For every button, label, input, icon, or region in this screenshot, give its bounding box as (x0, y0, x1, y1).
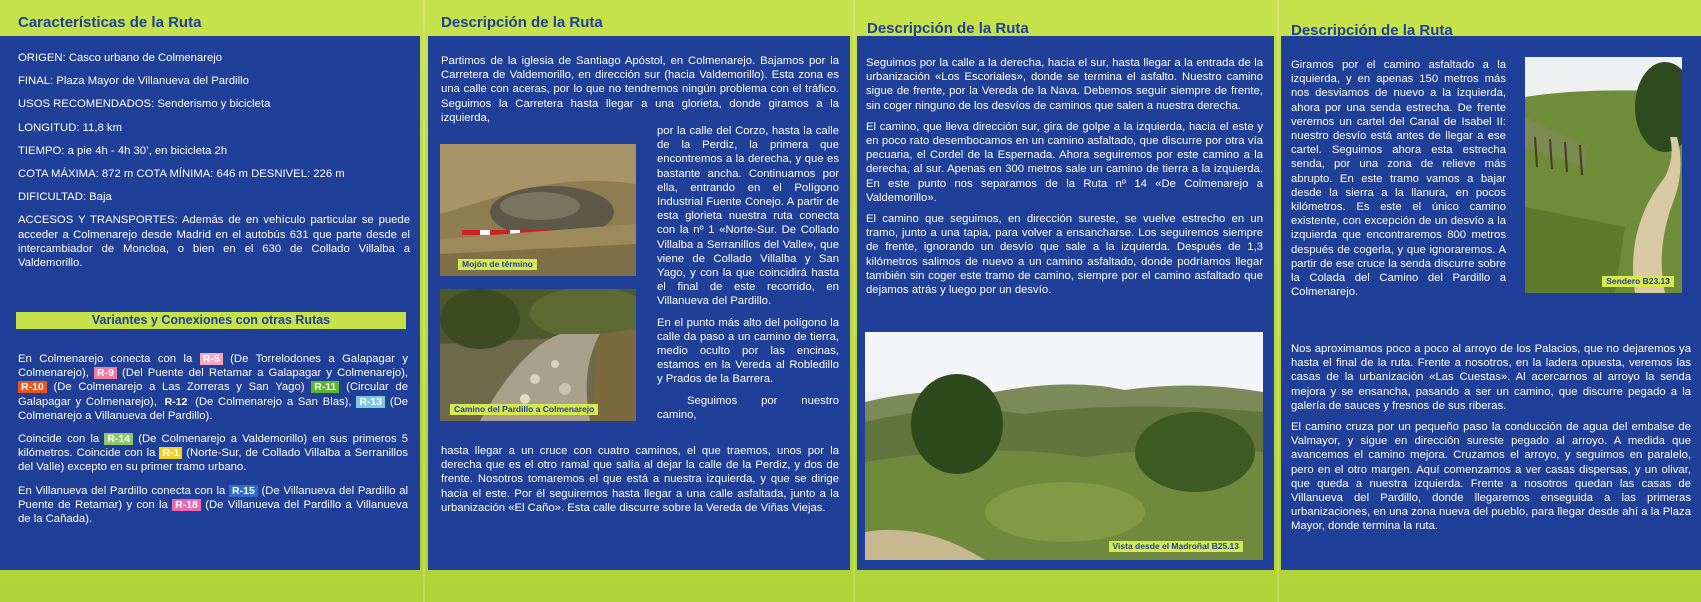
route-tag-r14: R-14 (104, 433, 133, 445)
photo-caption: Sendero B23.13 (1602, 276, 1674, 287)
panel-descripcion-3 (1281, 0, 1701, 570)
route-tag-r10: R-10 (18, 381, 47, 393)
description-intro: Partimos de la iglesia de Santiago Apóstol, en Colmenarejo. Bajamos por la Carretera de Valdemorillo, en dirección sur (hacia Valdemorillo). Esta zona es una calle con aceras, por lo que no tendremos ningún problema con el tráfico. Seguimos la Carretera hasta llegar a una glorieta, donde giramos a la izquierda, (441, 55, 839, 124)
photo-caption: Vista desde el Madroñal B25.13 (1109, 541, 1243, 552)
description-column (657, 124, 839, 422)
description-text (866, 56, 1263, 304)
description-text (1291, 342, 1691, 541)
final-text: FINAL: Plaza Mayor de Villanueva del Pardillo (18, 75, 249, 88)
route-tag-r1: R-1 (159, 447, 182, 459)
panel-descripcion-2 (857, 0, 1274, 570)
description-paragraph: Seguimos por nuestro camino, (657, 394, 839, 421)
panel-title: Descripción de la Ruta (1291, 22, 1453, 39)
description-paragraph: En el punto más alto del polígono la calle da paso a un camino de tierra, medio oculto por las encinas, estamos en la Vereda al Robledillo y Prados de la Barrera. (657, 316, 839, 386)
connections-paragraph-1: En Colmenarejo conecta con la R-5 (De Torrelodones a Galapagar y Colmenarejo), R-9 (Del Puente del Retamar a Galapagar y Colmenarejo), R-10 (De Colmenarejo a Las Zorreras y San Yago) R-11 (Circular de Galapagar y Colmenarejo), R-12 (De Colmenarejo a San Blas), R-13 (De Colmenarejo a Villanueva del Pardillo). (18, 353, 409, 422)
description-paragraph: El camino cruza por un pequeño paso la conducción de agua del embalse de Valmayor, y sigue en dirección sureste pegado al arroyo. A medida que avancemos el camino mejora. Cruzamos el arroyo, y seguimos en paralelo, pero en el otro margen. Aquí comenzamos a ver casas dispersas, y un olivar, que queda a nuestra izquierda. Frente a nosotros quedan las casas de Villanueva del Pardillo, donde llegaremos enseguida a las primeras urbanizaciones, en una zona nueva del pueblo, para llegar desde ahí a la Plaza Mayor, donde termina la ruta. (1291, 421, 1691, 533)
connections-text (18, 352, 408, 533)
description-paragraph: El camino, que lleva dirección sur, gira de golpe a la izquierda, hacia el este y en poco rato desembocamos en un camino asfaltado, que discurre por otra vía pecuaria, el Cordel de la Espernada. Ahora seguiremos por este camino a la derecha, al sur. Apenas en 300 metros sale un camino de tierra a la izquierda. En este punto nos separamos de la Ruta nº 14 «De Colmenarejo a Valdemorillo». (866, 120, 1263, 204)
origin-text: ORIGEN: Casco urbano de Colmenarejo (18, 52, 223, 64)
fold-line (853, 0, 855, 602)
photo-mojon (440, 144, 636, 276)
photo-vista-madronal (865, 332, 1263, 560)
connections-paragraph-3: En Villanueva del Pardillo conecta con la R-15 (De Villanueva del Pardillo al Puente de Retamar) y con la R-18 (De Villanueva del Pardillo a Villanueva de la Cañada). (18, 484, 409, 526)
panel-title: Características de la Ruta (18, 14, 202, 31)
panel-title: Descripción de la Ruta (867, 20, 1029, 37)
panel-title: Descripción de la Ruta (441, 14, 603, 31)
photo-sendero (1525, 57, 1682, 293)
route-tag-r5: R-5 (200, 353, 223, 365)
description-paragraph: Seguimos por la calle a la derecha, hacia el sur, hasta llegar a la entrada de la urbanización «Los Escoriales», donde se termina el asfalto. Nuestro camino sigue de frente, por la Vereda de la Nava. Debemos seguir siempre de frente, sin coger ninguno de los desvíos de caminos que salen a nuestra derecha. (866, 57, 1263, 112)
difficulty-text: DIFICULTAD: Baja (18, 191, 112, 204)
access-text: ACCESOS Y TRANSPORTES: Además de en vehículo particular se puede acceder a Colmenarejo desde Madrid en el autobús 631 que parte desde el intercambiador de Moncloa, o bien en el 630 de Collado Villalba a Valdemorillo. (18, 214, 410, 270)
description-column: Giramos por el camino asfaltado a la izquierda, y en apenas 150 metros más nos desviamos de nuevo a la izquierda, ahora por una senda estrecha. De frente veremos un cartel del Canal de Isabel II: nuestro desvío está antes de llegar a ese cartel. Seguimos ahora esta estrecha senda, por una zona de relieve más abrupto. En este tramo vamos a bajar desde la sierra a la llanura, en pocos kilómetros. Es este el único camino existente, con excepción de un desvío a la izquierda que encontraremos 800 metros después de cogerla, y que ignoraremos. A partir de ese cruce la senda discurre sobre la Colada del Camino del Pardillo a Colmenarejo. (1291, 59, 1506, 299)
route-characteristics (18, 51, 410, 277)
length-text: LONGITUD: 11,8 km (18, 121, 122, 134)
description-paragraph: El camino que seguimos, en dirección sureste, se vuelve estrecho en un tramo, junto a una tapia, para volver a ensancharse. Los seguiremos siempre de frente, ignorando un desvío que sale a la izquierda. Después de 1,3 kilómetros salimos de nuevo a un camino asfaltado, donde podríamos llegar también sin coger este tramo de camino, siempre por el camino asfaltado que dejamos atrás y luego por un desvío. (866, 213, 1263, 297)
panel-caracteristicas (0, 0, 420, 570)
route-tag-r15: R-15 (229, 485, 258, 497)
fold-line (1277, 0, 1279, 602)
uses-text: USOS RECOMENDADOS: Senderismo y bicicleta (18, 98, 271, 111)
route-tag-r13: R-13 (356, 396, 385, 408)
panel-descripcion-1 (428, 0, 850, 570)
connections-paragraph-2: Coincide con la R-14 (De Colmenarejo a Valdemorillo) en sus primeros 5 kilómetros. Coincide con la R-1 (Norte-Sur, de Collado Villalba a Serranillos del Valle) excepto en su primer tramo urbano. (18, 433, 409, 474)
fold-line (423, 0, 425, 602)
time-text: TIEMPO: a pie 4h - 4h 30’, en bicicleta 2h (18, 144, 228, 157)
route-tag-r12: R-12 (162, 396, 191, 408)
description-paragraph: Nos aproximamos poco a poco al arroyo de los Palacios, que no dejaremos ya hasta el final de la ruta. Frente a nosotros, en la ladera opuesta, veremos las casas de la urbanización «Las Cuestas». Al acercarnos al arroyo la senda mejora y se ensancha, pasando a ser un camino, que discurre pegado a la galería de sauces y fresnos de sus riberas. (1291, 343, 1691, 412)
description-paragraph: por la calle del Corzo, hasta la calle de la Perdiz, la primera que encontremos a la derecha, y que es bastante ancha. Continuamos por ella, entrando en el Polígono Industrial Fuente Conejo. A partir de esta glorieta nuestra ruta conecta con la nº 1 «Norte-Sur. De Collado Villalba a Serranillos del Valle», que viene de Collado Villalba y San Yago, y con la que coincidirá hasta el final de este recorrido, en Villanueva del Pardillo. (657, 125, 839, 308)
variants-heading: Variantes y Conexiones con otras Rutas (16, 312, 406, 329)
photo-caption: Camino del Pardillo a Colmenarejo (450, 404, 598, 415)
route-tag-r18: R-18 (172, 499, 201, 511)
route-tag-r11: R-11 (311, 381, 339, 393)
elevation-text: COTA MÁXIMA: 872 m COTA MÍNIMA: 646 m DESNIVEL: 226 m (18, 168, 345, 181)
photo-caption: Mojón de término (458, 259, 537, 270)
route-tag-r9: R-9 (94, 367, 117, 379)
description-bottom: hasta llegar a un cruce con cuatro caminos, el que traemos, unos por la derecha que es el otro ramal que salía al dejar la calle de la Perdiz, y dos de frente. Nosotros tomaremos el que está a nuestra izquierda, y que se dirige hacia el este. Por él seguiremos hasta llegar a una calle asfaltada, junto a la urbanización «El Caño». Esta calle discurre sobre la Vereda de Viñas Viejas. (441, 445, 839, 514)
photo-camino-pardillo (440, 289, 636, 421)
